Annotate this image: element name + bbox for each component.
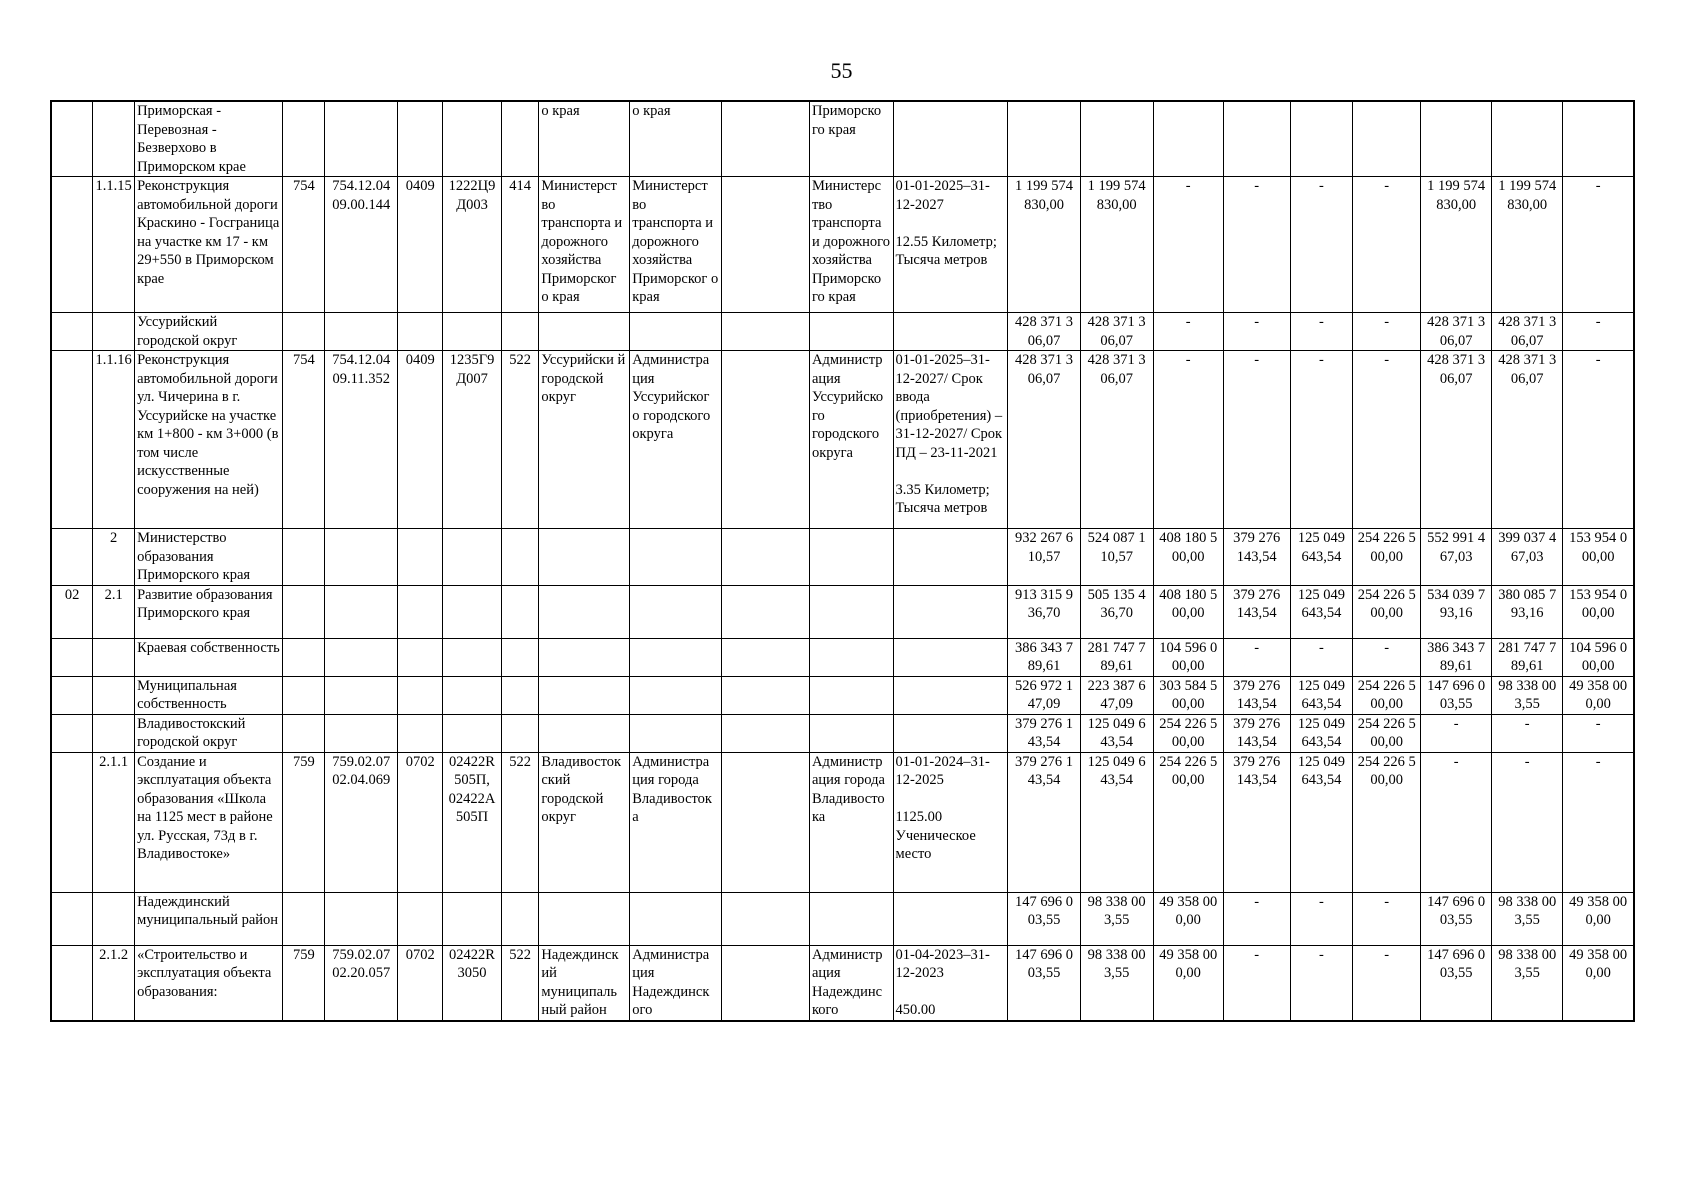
cell-blank <box>722 177 810 313</box>
cell-t2: - <box>1290 313 1353 351</box>
cell-blank <box>722 101 810 177</box>
cell-code <box>51 752 93 892</box>
cell-kbk-full <box>325 676 398 714</box>
cell-t1: 379 276 143,54 <box>1223 529 1290 586</box>
cell-t1: 379 276 143,54 <box>1223 676 1290 714</box>
cell-fed: 98 338 00 3,55 <box>1080 945 1153 1021</box>
cell-kbk-full <box>325 892 398 945</box>
cell-num: 1.1.16 <box>93 351 135 529</box>
cell-fed: 125 049 6 43,54 <box>1080 752 1153 892</box>
cell-developer <box>809 714 893 752</box>
cell-developer <box>809 529 893 586</box>
cell-t2: - <box>1290 351 1353 529</box>
cell-fed: 1 199 574 830,00 <box>1080 177 1153 313</box>
cell-grbs <box>283 892 325 945</box>
cell-section: 0409 <box>398 351 443 529</box>
cell-total: 913 315 9 36,70 <box>1008 585 1080 638</box>
cell-y2: 399 037 4 67,03 <box>1492 529 1563 586</box>
cell-name: Развитие образования Приморского края <box>135 585 283 638</box>
cell-name: Создание и эксплуатация объекта образования «Школа на 1125 мест в районе ул. Русская, 73д в г. Владивостоке» <box>135 752 283 892</box>
cell-grbs: 754 <box>283 177 325 313</box>
cell-developer: Министерс тво транспорта и дорожного хозяйства Приморско го края <box>809 177 893 313</box>
table-row <box>51 529 1634 586</box>
cell-total: 379 276 1 43,54 <box>1008 752 1080 892</box>
table-row <box>51 351 1634 529</box>
cell-target <box>443 529 502 586</box>
cell-recipient <box>539 892 630 945</box>
cell-vr <box>501 529 539 586</box>
cell-section <box>398 313 443 351</box>
table-row <box>51 892 1634 945</box>
cell-grbs <box>283 714 325 752</box>
cell-t2: - <box>1290 177 1353 313</box>
cell-vr: 414 <box>501 177 539 313</box>
cell-terms: 01-04-2023–31-12-2023 450.00 <box>893 945 1008 1021</box>
cell-fed: 223 387 6 47,09 <box>1080 676 1153 714</box>
cell-recipient: о края <box>539 101 630 177</box>
cell-y2: 98 338 00 3,55 <box>1492 892 1563 945</box>
cell-num: 2.1.2 <box>93 945 135 1021</box>
cell-y2: 428 371 3 06,07 <box>1492 351 1563 529</box>
table-row <box>51 638 1634 676</box>
cell-fed: 524 087 1 10,57 <box>1080 529 1153 586</box>
cell-vr <box>501 101 539 177</box>
cell-vr <box>501 714 539 752</box>
cell-target <box>443 892 502 945</box>
cell-t1 <box>1223 101 1290 177</box>
cell-blank <box>722 676 810 714</box>
cell-y1: - <box>1421 752 1492 892</box>
cell-recipient <box>539 585 630 638</box>
cell-total: 428 371 3 06,07 <box>1008 313 1080 351</box>
cell-grbs <box>283 638 325 676</box>
investment-objects-table <box>50 100 1635 1022</box>
cell-code <box>51 529 93 586</box>
cell-total <box>1008 101 1080 177</box>
cell-t2: 125 049 643,54 <box>1290 529 1353 586</box>
cell-grbs <box>283 676 325 714</box>
cell-developer <box>809 585 893 638</box>
cell-code <box>51 945 93 1021</box>
cell-total: 147 696 0 03,55 <box>1008 945 1080 1021</box>
cell-y1: 428 371 3 06,07 <box>1421 313 1492 351</box>
cell-name: Муниципальная собственность <box>135 676 283 714</box>
cell-fed: 98 338 00 3,55 <box>1080 892 1153 945</box>
cell-developer <box>809 313 893 351</box>
cell-name: Краевая собственность <box>135 638 283 676</box>
cell-t3: 254 226 5 00,00 <box>1353 714 1421 752</box>
cell-t3: 254 226 5 00,00 <box>1353 585 1421 638</box>
cell-kbk-full: 754.12.04 09.11.352 <box>325 351 398 529</box>
cell-grbs <box>283 585 325 638</box>
page-number: 55 <box>830 58 853 83</box>
cell-developer <box>809 638 893 676</box>
cell-fed: 125 049 6 43,54 <box>1080 714 1153 752</box>
cell-grbs <box>283 529 325 586</box>
table-row <box>51 714 1634 752</box>
cell-t2: - <box>1290 945 1353 1021</box>
cell-kbk-full <box>325 313 398 351</box>
cell-grbs: 759 <box>283 752 325 892</box>
cell-name: Приморская - Перевозная - Безверхово в Приморском крае <box>135 101 283 177</box>
cell-section <box>398 714 443 752</box>
cell-recipient: Владивосток ский городской округ <box>539 752 630 892</box>
cell-y1: 552 991 4 67,03 <box>1421 529 1492 586</box>
cell-target: 02422R 505П, 02422А 505П <box>443 752 502 892</box>
cell-t1: 379 276 143,54 <box>1223 714 1290 752</box>
cell-t3: - <box>1353 351 1421 529</box>
cell-terms <box>893 638 1008 676</box>
cell-code <box>51 351 93 529</box>
cell-t3: - <box>1353 313 1421 351</box>
cell-blank <box>722 313 810 351</box>
cell-y1: 147 696 0 03,55 <box>1421 892 1492 945</box>
cell-t1: - <box>1223 892 1290 945</box>
cell-t3: - <box>1353 177 1421 313</box>
cell-t1: - <box>1223 177 1290 313</box>
cell-reg: 408 180 5 00,00 <box>1153 529 1223 586</box>
cell-developer: Администр ация Надеждинс кого <box>809 945 893 1021</box>
cell-y3: - <box>1563 714 1634 752</box>
cell-t2: 125 049 643,54 <box>1290 676 1353 714</box>
cell-name: Владивостокский городской округ <box>135 714 283 752</box>
cell-customer: Администра ция Надеждинск ого <box>630 945 722 1021</box>
cell-t2: - <box>1290 892 1353 945</box>
cell-target <box>443 676 502 714</box>
cell-y1: 1 199 574 830,00 <box>1421 177 1492 313</box>
cell-blank <box>722 714 810 752</box>
cell-code <box>51 313 93 351</box>
cell-reg: 254 226 5 00,00 <box>1153 752 1223 892</box>
cell-fed: 281 747 7 89,61 <box>1080 638 1153 676</box>
cell-target <box>443 585 502 638</box>
cell-recipient: Министерст во транспорта и дорожного хозяйства Приморског о края <box>539 177 630 313</box>
cell-y3: 153 954 0 00,00 <box>1563 585 1634 638</box>
cell-y2 <box>1492 101 1563 177</box>
cell-num <box>93 101 135 177</box>
cell-kbk-full: 759.02.07 02.04.069 <box>325 752 398 892</box>
cell-developer: Администр ация Уссурийско го городского округа <box>809 351 893 529</box>
cell-developer <box>809 892 893 945</box>
cell-y3: 153 954 0 00,00 <box>1563 529 1634 586</box>
cell-y3: - <box>1563 177 1634 313</box>
cell-recipient <box>539 714 630 752</box>
cell-reg: - <box>1153 313 1223 351</box>
cell-code <box>51 101 93 177</box>
cell-grbs <box>283 101 325 177</box>
cell-kbk-full: 754.12.04 09.00.144 <box>325 177 398 313</box>
cell-t3: - <box>1353 892 1421 945</box>
cell-y1: 147 696 0 03,55 <box>1421 676 1492 714</box>
cell-name: Реконструкция автомобильной дороги Краскино - Госграница на участке км 17 - км 29+550 в Приморском крае <box>135 177 283 313</box>
cell-target <box>443 714 502 752</box>
cell-y2: 380 085 7 93,16 <box>1492 585 1563 638</box>
cell-t1: 379 276 143,54 <box>1223 752 1290 892</box>
cell-code <box>51 714 93 752</box>
cell-terms: 01-01-2025–31-12-2027/ Срок ввода (приобретения) – 31-12-2027/ Срок ПД – 23-11-2021 3.35 Километр; Тысяча метров <box>893 351 1008 529</box>
cell-t1: - <box>1223 313 1290 351</box>
cell-blank <box>722 351 810 529</box>
cell-vr <box>501 676 539 714</box>
cell-vr <box>501 892 539 945</box>
cell-recipient <box>539 638 630 676</box>
cell-vr <box>501 585 539 638</box>
cell-num <box>93 892 135 945</box>
cell-name: Надеждинский муниципальный район <box>135 892 283 945</box>
cell-section <box>398 638 443 676</box>
cell-recipient: Надеждинск ий муниципаль ный район <box>539 945 630 1021</box>
cell-fed: 505 135 4 36,70 <box>1080 585 1153 638</box>
cell-customer <box>630 892 722 945</box>
cell-num <box>93 714 135 752</box>
cell-blank <box>722 638 810 676</box>
cell-customer <box>630 714 722 752</box>
cell-num: 1.1.15 <box>93 177 135 313</box>
cell-name: Реконструкция автомобильной дороги ул. Чичерина в г. Уссурийске на участке км 1+800 - км 3+000 (в том числе искусственные сооружения на ней) <box>135 351 283 529</box>
cell-customer <box>630 676 722 714</box>
cell-y1 <box>1421 101 1492 177</box>
cell-reg: - <box>1153 177 1223 313</box>
table-row <box>51 177 1634 313</box>
cell-terms <box>893 585 1008 638</box>
cell-kbk-full: 759.02.07 02.20.057 <box>325 945 398 1021</box>
cell-recipient <box>539 313 630 351</box>
cell-vr: 522 <box>501 351 539 529</box>
cell-section: 0702 <box>398 752 443 892</box>
cell-terms <box>893 676 1008 714</box>
cell-terms <box>893 313 1008 351</box>
cell-blank <box>722 585 810 638</box>
cell-t1: 379 276 143,54 <box>1223 585 1290 638</box>
cell-terms: 01-01-2024–31-12-2025 1125.00 Ученическое место <box>893 752 1008 892</box>
cell-section: 0702 <box>398 945 443 1021</box>
cell-code: 02 <box>51 585 93 638</box>
cell-y2: 281 747 7 89,61 <box>1492 638 1563 676</box>
cell-y2: 98 338 00 3,55 <box>1492 676 1563 714</box>
cell-t3: 254 226 5 00,00 <box>1353 529 1421 586</box>
cell-t3: - <box>1353 945 1421 1021</box>
cell-vr <box>501 638 539 676</box>
cell-y1: 386 343 7 89,61 <box>1421 638 1492 676</box>
cell-customer <box>630 638 722 676</box>
cell-section <box>398 585 443 638</box>
cell-target: 1222Ц9 Д003 <box>443 177 502 313</box>
cell-fed: 428 371 3 06,07 <box>1080 351 1153 529</box>
cell-customer <box>630 529 722 586</box>
cell-vr: 522 <box>501 945 539 1021</box>
cell-kbk-full <box>325 638 398 676</box>
cell-section <box>398 529 443 586</box>
cell-blank <box>722 752 810 892</box>
cell-code <box>51 177 93 313</box>
cell-section <box>398 676 443 714</box>
cell-developer: Администр ация города Владивосто ка <box>809 752 893 892</box>
cell-t2: 125 049 643,54 <box>1290 752 1353 892</box>
cell-target: 02422R 3050 <box>443 945 502 1021</box>
table-row <box>51 752 1634 892</box>
cell-kbk-full <box>325 585 398 638</box>
cell-terms: 01-01-2025–31-12-2027 12.55 Километр; Тысяча метров <box>893 177 1008 313</box>
cell-num <box>93 676 135 714</box>
cell-t2: 125 049 643,54 <box>1290 714 1353 752</box>
cell-section <box>398 892 443 945</box>
cell-section: 0409 <box>398 177 443 313</box>
cell-blank <box>722 945 810 1021</box>
cell-t1: - <box>1223 351 1290 529</box>
cell-vr: 522 <box>501 752 539 892</box>
cell-num: 2 <box>93 529 135 586</box>
cell-num <box>93 638 135 676</box>
cell-t2: 125 049 643,54 <box>1290 585 1353 638</box>
cell-vr <box>501 313 539 351</box>
cell-t2 <box>1290 101 1353 177</box>
cell-terms <box>893 714 1008 752</box>
cell-name: Министерство образования Приморского края <box>135 529 283 586</box>
cell-reg: 303 584 5 00,00 <box>1153 676 1223 714</box>
cell-t3: 254 226 5 00,00 <box>1353 676 1421 714</box>
cell-target <box>443 313 502 351</box>
cell-name: Уссурийский городской округ <box>135 313 283 351</box>
cell-recipient <box>539 676 630 714</box>
cell-customer: Администра ция города Владивосток а <box>630 752 722 892</box>
cell-customer: Администра ция Уссурийског о городского округа <box>630 351 722 529</box>
table-row <box>51 945 1634 1021</box>
cell-grbs: 759 <box>283 945 325 1021</box>
cell-t3 <box>1353 101 1421 177</box>
cell-customer <box>630 585 722 638</box>
cell-recipient <box>539 529 630 586</box>
cell-code <box>51 638 93 676</box>
cell-y3: - <box>1563 313 1634 351</box>
cell-y3 <box>1563 101 1634 177</box>
cell-y2: 98 338 00 3,55 <box>1492 945 1563 1021</box>
table-row <box>51 676 1634 714</box>
cell-grbs <box>283 313 325 351</box>
cell-y1: - <box>1421 714 1492 752</box>
cell-code <box>51 892 93 945</box>
table-row <box>51 313 1634 351</box>
cell-num: 2.1 <box>93 585 135 638</box>
cell-blank <box>722 892 810 945</box>
cell-section <box>398 101 443 177</box>
cell-y1: 147 696 0 03,55 <box>1421 945 1492 1021</box>
cell-total: 379 276 1 43,54 <box>1008 714 1080 752</box>
cell-total: 526 972 1 47,09 <box>1008 676 1080 714</box>
cell-customer <box>630 313 722 351</box>
cell-total: 428 371 3 06,07 <box>1008 351 1080 529</box>
cell-developer <box>809 676 893 714</box>
cell-reg: 254 226 5 00,00 <box>1153 714 1223 752</box>
cell-t3: - <box>1353 638 1421 676</box>
cell-reg: 49 358 00 0,00 <box>1153 892 1223 945</box>
cell-terms <box>893 529 1008 586</box>
cell-fed: 428 371 3 06,07 <box>1080 313 1153 351</box>
cell-total: 147 696 0 03,55 <box>1008 892 1080 945</box>
cell-terms <box>893 101 1008 177</box>
cell-t1: - <box>1223 945 1290 1021</box>
cell-reg: - <box>1153 351 1223 529</box>
cell-y2: 1 199 574 830,00 <box>1492 177 1563 313</box>
cell-terms <box>893 892 1008 945</box>
cell-blank <box>722 529 810 586</box>
cell-num: 2.1.1 <box>93 752 135 892</box>
cell-y3: - <box>1563 752 1634 892</box>
cell-kbk-full <box>325 714 398 752</box>
cell-total: 1 199 574 830,00 <box>1008 177 1080 313</box>
cell-y3: 49 358 00 0,00 <box>1563 676 1634 714</box>
cell-reg: 104 596 0 00,00 <box>1153 638 1223 676</box>
cell-y2: - <box>1492 714 1563 752</box>
cell-y3: 49 358 00 0,00 <box>1563 945 1634 1021</box>
cell-y3: - <box>1563 351 1634 529</box>
cell-target: 1235Г9 Д007 <box>443 351 502 529</box>
cell-reg <box>1153 101 1223 177</box>
cell-fed <box>1080 101 1153 177</box>
cell-total: 386 343 7 89,61 <box>1008 638 1080 676</box>
cell-t1: - <box>1223 638 1290 676</box>
cell-y1: 534 039 7 93,16 <box>1421 585 1492 638</box>
cell-kbk-full <box>325 529 398 586</box>
cell-y3: 104 596 0 00,00 <box>1563 638 1634 676</box>
cell-total: 932 267 6 10,57 <box>1008 529 1080 586</box>
cell-customer: о края <box>630 101 722 177</box>
cell-num <box>93 313 135 351</box>
cell-y1: 428 371 3 06,07 <box>1421 351 1492 529</box>
cell-y3: 49 358 00 0,00 <box>1563 892 1634 945</box>
cell-reg: 408 180 5 00,00 <box>1153 585 1223 638</box>
cell-grbs: 754 <box>283 351 325 529</box>
cell-code <box>51 676 93 714</box>
table-row <box>51 585 1634 638</box>
cell-t3: 254 226 5 00,00 <box>1353 752 1421 892</box>
cell-customer: Министерст во транспорта и дорожного хозяйства Приморског о края <box>630 177 722 313</box>
cell-developer: Приморско го края <box>809 101 893 177</box>
cell-target <box>443 101 502 177</box>
cell-t2: - <box>1290 638 1353 676</box>
cell-y2: 428 371 3 06,07 <box>1492 313 1563 351</box>
cell-reg: 49 358 00 0,00 <box>1153 945 1223 1021</box>
cell-recipient: Уссурийски й городской округ <box>539 351 630 529</box>
cell-name: «Строительство и эксплуатация объекта образования: <box>135 945 283 1021</box>
cell-y2: - <box>1492 752 1563 892</box>
table-row <box>51 101 1634 177</box>
cell-target <box>443 638 502 676</box>
cell-kbk-full <box>325 101 398 177</box>
